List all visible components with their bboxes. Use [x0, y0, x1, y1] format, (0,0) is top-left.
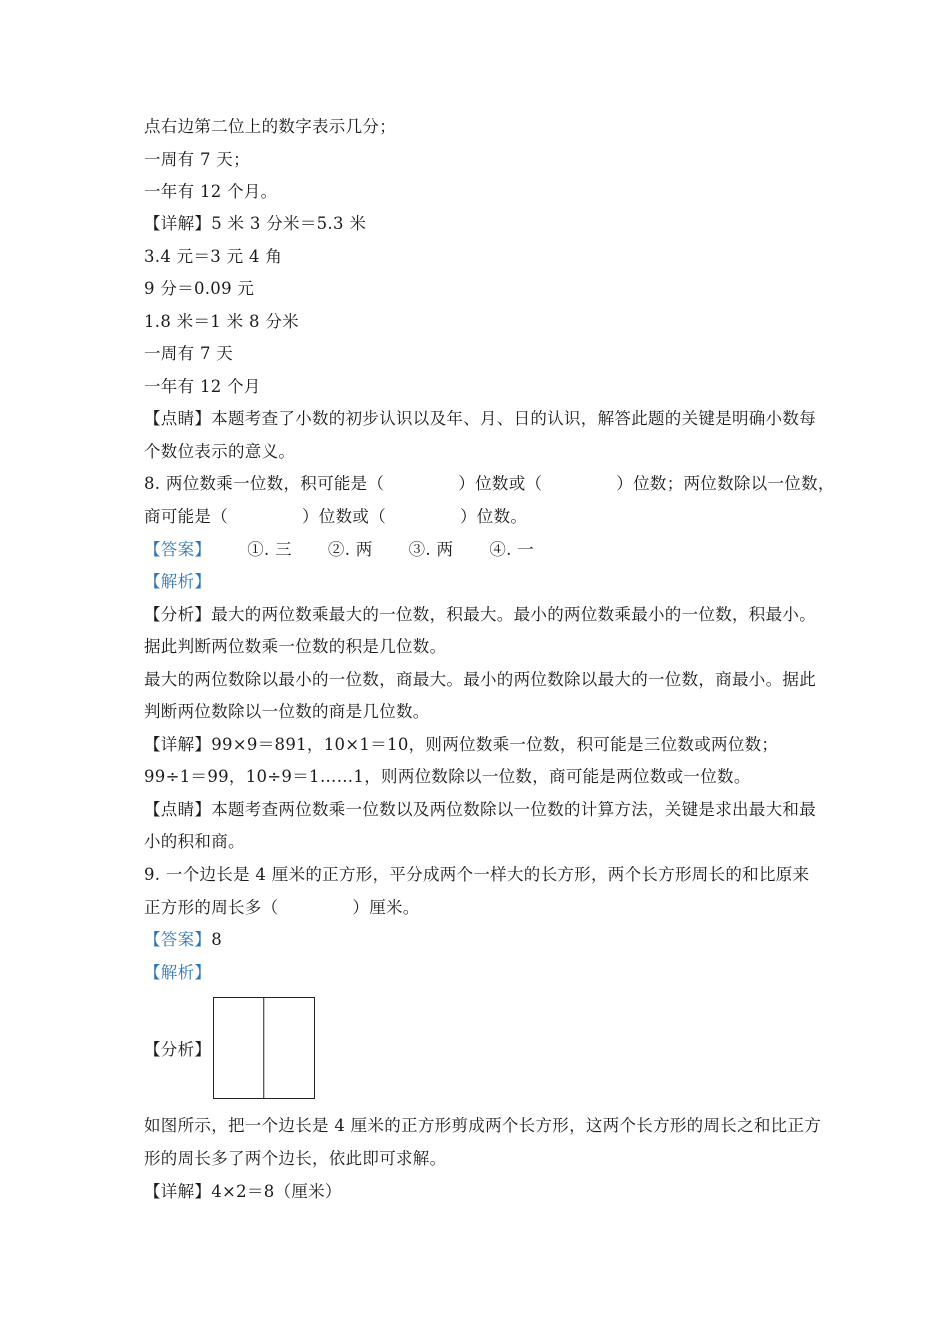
text-line: 一周有 7 天； — [144, 150, 250, 169]
answer-item: ①. 三 — [247, 540, 292, 559]
text-line: 最大的两位数除以最小的一位数，商最大。最小的两位数除以最大的一位数，商最小。据此 — [144, 670, 816, 689]
question-text: 8. 两位数乘一位数，积可能是（ — [144, 474, 385, 493]
analysis-figure-label: 【分析】 — [144, 1040, 212, 1059]
answer-item: ④. 一 — [489, 540, 535, 559]
text-line: 99÷1＝99，10÷9＝1……1，则两位数除以一位数，商可能是两位数或一位数。 — [144, 767, 751, 786]
text-line: 个数位表示的意义。 — [144, 442, 296, 461]
question-text: 商可能是（ — [144, 507, 228, 526]
text-line: 一周有 7 天 — [144, 344, 234, 363]
question-text: ）位数。 — [460, 507, 528, 526]
text-line: 小的积和商。 — [144, 832, 245, 851]
answer-line — [144, 539, 534, 561]
text-line: 【点睛】本题考查了小数的初步认识以及年、月、日的认识，解答此题的关键是明确小数每 — [144, 409, 816, 428]
text-line: 据此判断两位数乘一位数的积是几位数。 — [144, 637, 447, 656]
question-text: 正方形的周长多（ — [144, 898, 279, 917]
answer-value: 8 — [211, 930, 223, 949]
answer-item: ②. 两 — [327, 540, 373, 559]
question-8-line-1 — [144, 473, 835, 495]
text-line: 形的周长多了两个边长，依此即可求解。 — [144, 1149, 447, 1168]
analysis-label: 【解析】 — [144, 963, 212, 982]
analysis-label: 【解析】 — [144, 572, 212, 591]
text-line: 9 分＝0.09 元 — [144, 279, 255, 298]
text-line: 3.4 元＝3 元 4 角 — [144, 247, 283, 266]
answer-line — [144, 929, 222, 951]
text-line: 【详解】99×9＝891，10×1＝10，则两位数乘一位数，积可能是三位数或两位数； — [144, 735, 779, 754]
question-text: ）厘米。 — [352, 898, 420, 917]
question-text: ）位数或（ — [458, 474, 543, 493]
text-line: 【分析】最大的两位数乘最大的一位数，积最大。最小的两位数乘最小的一位数，积最小。 — [144, 605, 816, 624]
text-line: 【详解】4×2＝8（厘米） — [144, 1182, 342, 1201]
text-line: 1.8 米＝1 米 8 分米 — [144, 312, 299, 331]
text-line: 【点睛】本题考查两位数乘一位数以及两位数除以一位数的计算方法，关键是求出最大和最 — [144, 800, 816, 819]
answer-label: 【答案】 — [144, 930, 212, 949]
question-9-line-2 — [144, 897, 420, 919]
text-line: 一年有 12 个月。 — [144, 182, 278, 201]
text-line: 判断两位数除以一位数的商是几位数。 — [144, 702, 430, 721]
text-line: 如图所示，把一个边长是 4 厘米的正方形剪成两个长方形，这两个长方形的周长之和比正方 — [144, 1116, 822, 1135]
text-line: 【详解】5 米 3 分米＝5.3 米 — [144, 214, 367, 233]
square-diagram — [213, 997, 315, 1099]
answer-item: ③. 两 — [408, 540, 454, 559]
text-line: 点右边第二位上的数字表示几分； — [144, 117, 396, 136]
text-line: 一年有 12 个月 — [144, 377, 261, 396]
divider-line — [263, 998, 264, 1098]
question-8-line-2 — [144, 506, 527, 528]
question-9-line-1: 9. 一个边长是 4 厘米的正方形，平分成两个一样大的长方形，两个长方形周长的和比原来 — [144, 865, 810, 884]
question-text: ）位数；两位数除以一位数， — [616, 474, 835, 493]
question-text: ）位数或（ — [302, 507, 386, 526]
answer-label: 【答案】 — [144, 540, 212, 559]
